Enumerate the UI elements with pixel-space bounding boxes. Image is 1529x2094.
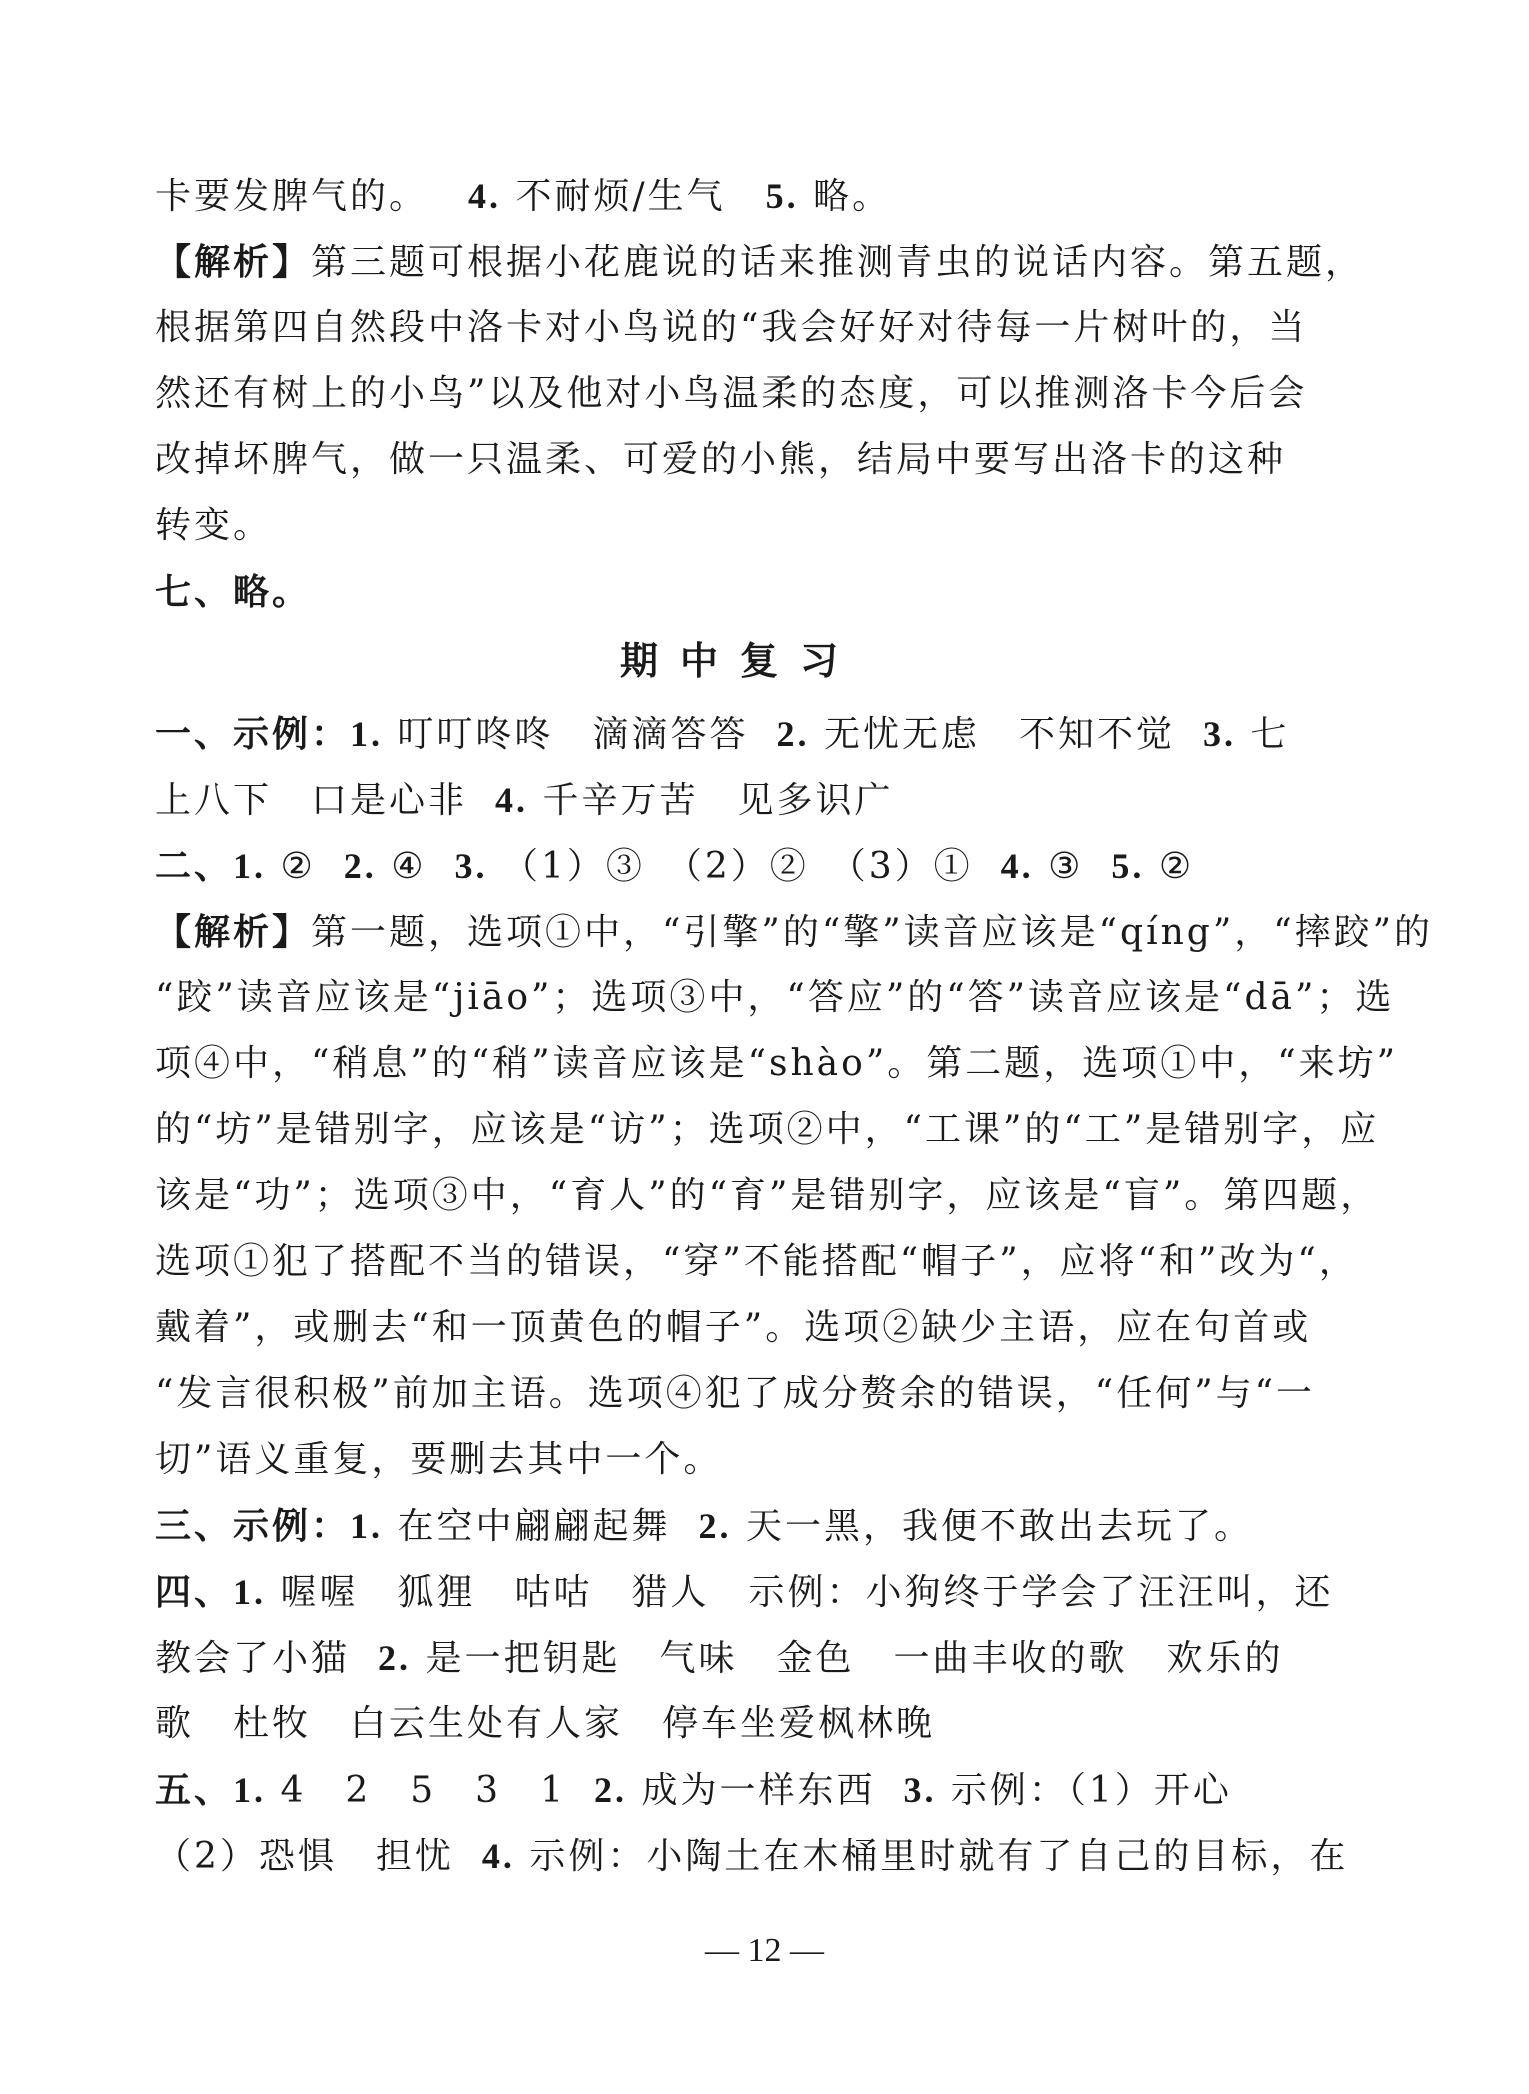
answer-line: 一、示例：1. 叮叮咚咚 滴滴答答 2. 无忧无虑 不知不觉 3. 七 xyxy=(155,714,1290,755)
answer-line: 教会了小猫 2. 是一把钥匙 气味 金色 一曲丰收的歌 欢乐的 xyxy=(155,1638,1284,1679)
analysis-tag: 【解析】 xyxy=(155,242,312,282)
text-line: “发言很积极”前加主语。选项④犯了成分赘余的错误，“任何”与“一 xyxy=(155,1373,1316,1414)
text-line: 的“坊”是错别字，应该是“访”；选项②中，“工课”的“工”是错别字，应 xyxy=(155,1109,1380,1150)
section-title: 期中复习 xyxy=(619,639,860,683)
text-line: 七、略。 xyxy=(155,572,312,612)
text-line: 改掉坏脾气，做一只温柔、可爱的小熊，结局中要写出洛卡的这种 xyxy=(155,439,1287,480)
text-line: 然还有树上的小鸟”以及他对小鸟温柔的态度，可以推测洛卡今后会 xyxy=(155,373,1308,414)
text-line: “跤”读音应该是“jiāo”；选项③中，“答应”的“答”读音应该是“dā”；选 xyxy=(155,977,1395,1018)
text-line: 该是“功”；选项③中，“育人”的“育”是错别字，应该是“盲”。第四题， xyxy=(155,1175,1380,1216)
text-line: 卡要发脾气的。 4. 不耐烦/生气 5. 略。 xyxy=(155,176,892,217)
analysis-line: 【解析】第三题可根据小花鹿说的话来推测青虫的说话内容。第五题， xyxy=(155,242,1365,283)
text-line: 切”语义重复，要删去其中一个。 xyxy=(155,1439,723,1480)
answer-line: 四、1. 喔喔 狐狸 咕咕 猎人 示例：小狗终于学会了汪汪叫，还 xyxy=(155,1572,1334,1613)
answer-line: 五、1. 4 2 5 3 1 2. 成为一样东西 3. 示例：（1）开心 xyxy=(155,1770,1232,1811)
answer-line: 上八下 口是心非 4. 千辛万苦 见多识广 xyxy=(155,780,894,821)
text-line: 根据第四自然段中洛卡对小鸟说的“我会好好对待每一片树叶的，当 xyxy=(155,307,1308,348)
answer-line: （2）恐惧 担忧 4. 示例：小陶土在木桶里时就有了自己的目标，在 xyxy=(155,1836,1349,1877)
text-line: 转变。 xyxy=(155,505,273,546)
analysis-line: 【解析】第一题，选项①中，“引擎”的“擎”读音应该是“qíng”，“摔跤”的 xyxy=(155,912,1434,953)
text-line: 戴着”，或删去“和一顶黄色的帽子”。选项②缺少主语，应在句首或 xyxy=(155,1307,1312,1348)
text-line: 项④中，“稍息”的“稍”读音应该是“shào”。第二题，选项①中，“来坊” xyxy=(155,1043,1399,1084)
answer-line: 二、1. ② 2. ④ 3. （1）③ （2）② （3）① 4. ③ 5. ② xyxy=(155,846,1195,887)
answer-text xyxy=(155,163,1434,1889)
page-number: — 12 — xyxy=(705,1932,824,1969)
answer-line: 歌 杜牧 白云生处有人家 停车坐爱枫林晚 xyxy=(155,1703,936,1744)
text-line: 选项①犯了搭配不当的错误，“穿”不能搭配“帽子”，应将“和”改为“， xyxy=(155,1241,1358,1282)
answer-line: 三、示例：1. 在空中翩翩起舞 2. 天一黑，我便不敢出去玩了。 xyxy=(155,1506,1253,1547)
analysis-tag: 【解析】 xyxy=(155,912,312,952)
